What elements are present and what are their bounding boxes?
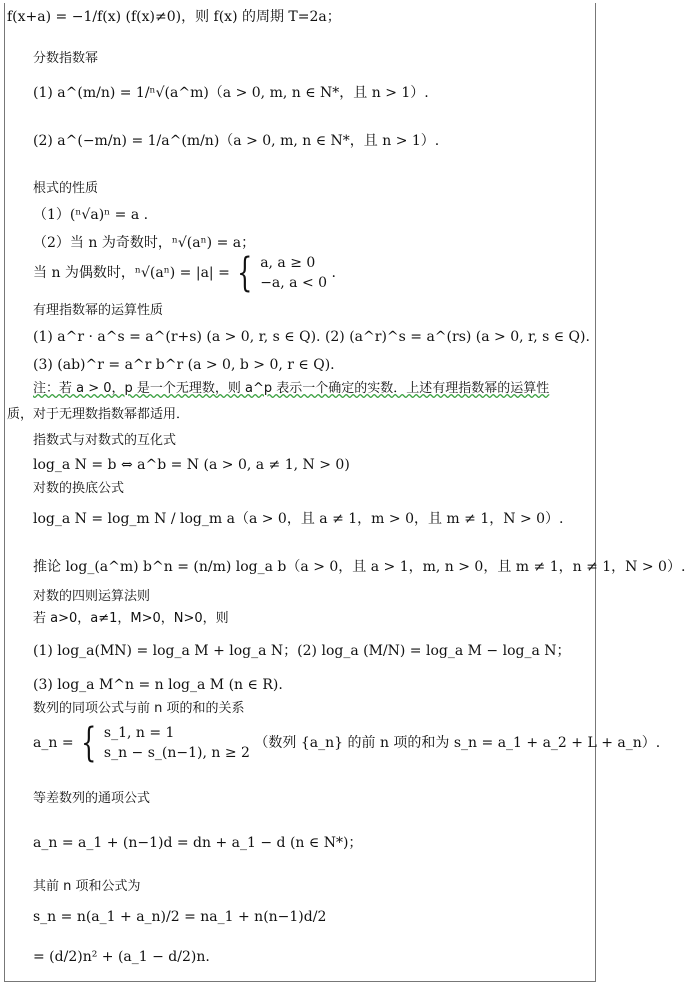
change-of-base-corollary: 推论 log_(a^m) b^n = (n/m) log_a b（a > 0，且 a > 1，m, n > 0，且 m ≠ 1，n ≠ 1，N > 0）. [33, 559, 685, 575]
case-n-geq-2: s_n − s_(n−1), n ≥ 2 [103, 745, 250, 761]
fractional-exponent-formula-1: (1) a^(m/n) = 1/ⁿ√(a^m)（a > 0, m, n ∈ N*，且 n > 1）. [33, 85, 429, 101]
heading-log-arithmetic: 对数的四则运算法则 [33, 589, 151, 604]
heading-exp-log-conversion: 指数式与对数式的互化式 [33, 433, 177, 448]
case-negative: −a, a < 0 [260, 275, 328, 291]
case-positive: a, a ≥ 0 [260, 255, 316, 271]
note-text: 注：若 a > 0，p 是一个无理数，则 a^p 表示一个确定的实数．上述有理指数幂的运算性 [33, 381, 550, 396]
log-arithmetic-conditions: 若 a>0，a≠1，M>0，N>0，则 [33, 611, 229, 626]
fractional-exponent-formula-2: (2) a^(−m/n) = 1/a^(m/n)（a > 0, m, n ∈ N*，且 n > 1）. [33, 133, 440, 149]
arithmetic-sum-formula-cont: = (d/2)n² + (a_1 − d/2)n. [33, 949, 210, 965]
radical-property-1: （1）(ⁿ√a)ⁿ = a . [33, 207, 149, 223]
periodic-function-line: f(x+a) = −1/f(x) (f(x)≠0)，则 f(x) 的周期 T=2a； [7, 9, 341, 25]
heading-rational-exponent: 有理指数幂的运算性质 [33, 303, 164, 318]
heading-change-of-base: 对数的换底公式 [33, 481, 125, 496]
radical-property-2: （2）当 n 为奇数时，ⁿ√(aⁿ) = a； [33, 235, 256, 251]
radical-even-lead: 当 n 为偶数时，ⁿ√(aⁿ) = |a| = [33, 265, 230, 281]
sequence-relation-formula [33, 721, 660, 765]
exp-log-conversion-formula: log_a N = b ⇔ a^b = N (a > 0, a ≠ 1, N > 0) [33, 457, 350, 473]
heading-fractional-exponent: 分数指数幂 [33, 51, 99, 66]
rational-exponent-formula-1-2: (1) a^r · a^s = a^(r+s) (a > 0, r, s ∈ Q). (2) (a^r)^s = a^(rs) (a > 0, r, s ∈ Q). [33, 329, 590, 345]
an-lead: a_n = [33, 735, 74, 751]
heading-sequence-text: 数列的同项公式与前 n 项的和的关系 [33, 701, 245, 716]
sequence-cases [104, 723, 250, 763]
note-irrational-exponent [33, 379, 549, 399]
heading-arithmetic-sequence: 等差数列的通项公式 [33, 791, 151, 806]
arithmetic-general-term: a_n = a_1 + (n−1)d = dn + a_1 − d (n ∈ N*)； [33, 835, 363, 851]
radical-even-case [33, 250, 336, 296]
log-arithmetic-formula-1-2: (1) log_a(MN) = log_a M + log_a N；(2) log_a (M/N) = log_a M − log_a N； [33, 643, 571, 659]
heading-radical-properties: 根式的性质 [33, 181, 99, 196]
heading-sum-formula: 其前 n 项和公式为 [33, 879, 141, 894]
change-of-base-formula: log_a N = log_m N / log_m a（a > 0，且 a ≠ 1，m > 0，且 m ≠ 1，N > 0）. [33, 511, 564, 527]
radical-cases [260, 253, 327, 293]
heading-sequence-relation [33, 699, 245, 719]
sequence-sum-note: （数列 {a_n} 的前 n 项的和为 s_n = a_1 + a_2 + L + a_n）. [254, 735, 661, 751]
case-n-equals-1: s_1, n = 1 [103, 725, 175, 741]
radical-even-end: . [331, 265, 336, 281]
rational-exponent-formula-3: (3) (ab)^r = a^r b^r (a > 0, b > 0, r ∈ Q). [33, 357, 335, 373]
arithmetic-sum-formula: s_n = n(a_1 + a_n)/2 = na_1 + n(n−1)d/2 [33, 909, 327, 925]
sequence-brace: { [81, 720, 97, 766]
note-irrational-exponent-cont: 质，对于无理数指数幂都适用． [7, 407, 190, 422]
left-brace: { [237, 250, 253, 296]
formula-page [4, 3, 685, 982]
log-arithmetic-formula-3: (3) log_a M^n = n log_a M (n ∈ R). [33, 677, 283, 693]
